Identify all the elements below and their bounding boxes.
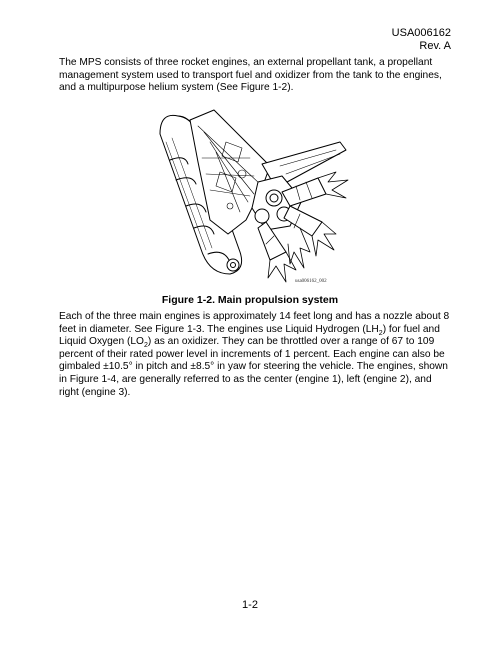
- document-number: USA006162: [391, 27, 451, 39]
- engines-text-part-2: ) for fuel and Liquid Oxygen (LO: [59, 323, 440, 348]
- engines-text-part-1: Each of the three main engines is approximately 14 feet long and has a nozzle about 8 feet in diameter. See Figure 1-3. The engines use Liquid Hydrogen (LH: [59, 311, 450, 335]
- engines-paragraph: [59, 311, 451, 399]
- lh2-subscript: 2: [378, 329, 383, 337]
- main-propulsion-system-illustration: [150, 102, 360, 292]
- main-engines-drawing: [252, 176, 326, 260]
- figure-caption: Figure 1-2. Main propulsion system: [161, 294, 339, 306]
- document-header: [392, 27, 451, 53]
- document-revision: Rev. A: [419, 40, 451, 52]
- intro-paragraph: The MPS consists of three rocket engines, an external propellant tank, a propellant management system used to transport fuel and oxidizer from the tank to the engines, and a multipurpose helium system (See Figure 1-2).: [59, 57, 442, 94]
- lo2-subscript: 2: [143, 342, 148, 350]
- engines-text-part-3: ) as an oxidizer. They can be throttled over a range of 67 to 109 percent of their rated power level in increments of 1 percent. Each engine can also be gimbaled ±10.5° in pitch and ±8.5° in yaw for steering the vehicle. The engines, shown in Figure 1-4, are generally referred to as the center (engine 1), left (engine 2), and right (engine 3).: [59, 336, 448, 398]
- figure-image-id: usa006162_002: [295, 279, 327, 284]
- page-number: 1-2: [242, 599, 258, 611]
